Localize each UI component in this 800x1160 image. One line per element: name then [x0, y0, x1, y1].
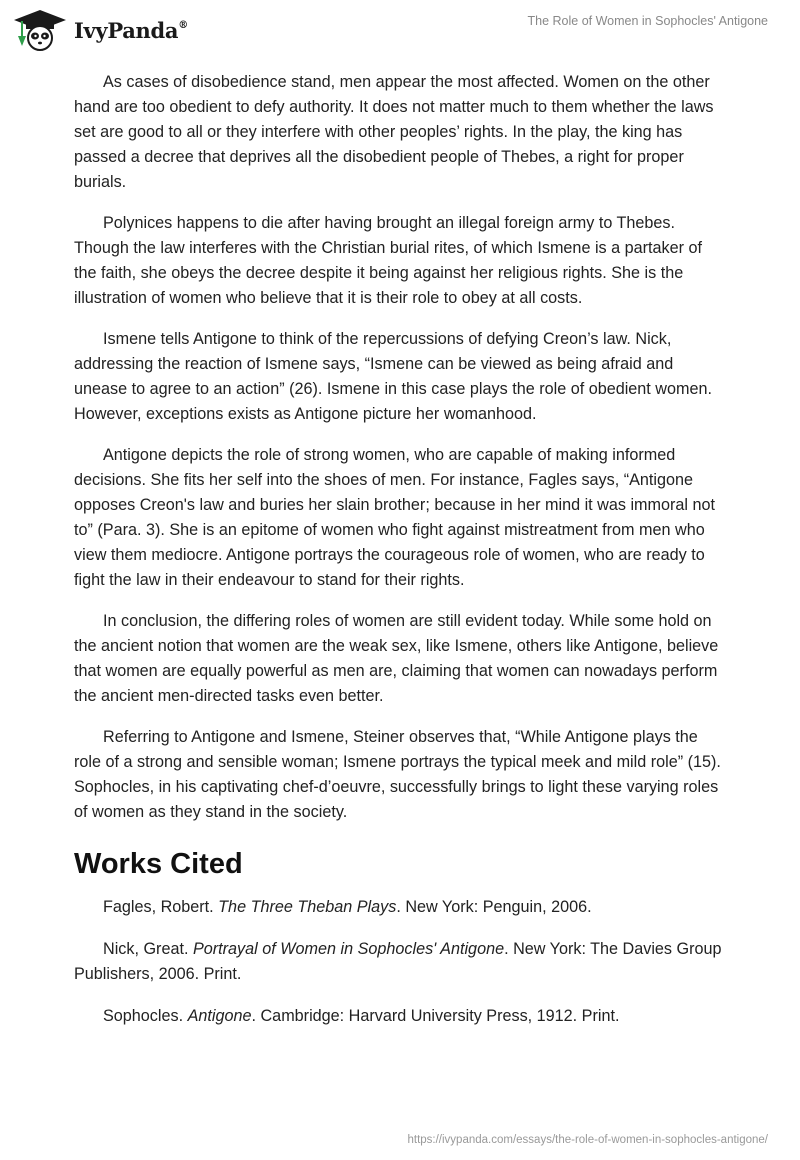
citation-entry: Fagles, Robert. The Three Theban Plays. New York: Penguin, 2006. [103, 898, 592, 916]
ivypanda-logo[interactable] [12, 8, 188, 52]
works-cited-heading: Works Cited [74, 848, 243, 880]
essay-body [74, 70, 728, 1046]
paragraph: In conclusion, the differing roles of women are still evident today. While some hold on the ancient notion that women are the weak sex, like Ismene, others like Antigone, believe that women are equally powerful as men are, claiming that women can nowadays perform the ancient men-directed tasks even better. [74, 612, 719, 705]
panda-graduate-icon [12, 8, 68, 52]
page-header [0, 0, 800, 70]
paragraph: Polynices happens to die after having brought an illegal foreign army to Thebes. Though the law interferes with the Christian burial rites, of which Ismene is a partaker of the faith, she obeys the decree despite it being against her religious rights. She is the illustration of women who believe that it is their role to obey at all costs. [74, 214, 703, 307]
brand-name: IvyPanda® [74, 17, 188, 43]
document-title: The Role of Women in Sophocles' Antigone [527, 14, 768, 28]
paragraph: Ismene tells Antigone to think of the repercussions of defying Creon’s law. Nick, addressing the reaction of Ismene says, “Ismene can be viewed as being afraid and unease to agree to an action” (26). Ismene in this case plays the role of obedient women. However, exceptions exists as Antigone picture her womanhood. [74, 330, 712, 423]
citation-entry: Sophocles. Antigone. Cambridge: Harvard University Press, 1912. Print. [103, 1007, 620, 1025]
citation-entry: Nick, Great. Portrayal of Women in Sophocles' Antigone. New York: The Davies Group Publishers, 2006. Print. [74, 940, 722, 983]
paragraph: Antigone depicts the role of strong women, who are capable of making informed decisions. She fits her self into the shoes of men. For instance, Fagles says, “Antigone opposes Creon's law and buries her slain brother; because in her mind it was immoral not to” (Para. 3). She is an epitome of women who fight against mistreatment from men who view them mediocre. Antigone portrays the courageous role of women, who are ready to fight the law in their endeavour to stand for their rights. [74, 446, 716, 589]
source-url-link[interactable]: https://ivypanda.com/essays/the-role-of-women-in-sophocles-antigone/ [407, 1134, 768, 1146]
paragraph: Referring to Antigone and Ismene, Steiner observes that, “While Antigone plays the role of a strong and sensible woman; Ismene portrays the typical meek and mild role” (15). Sophocles, in his captivating chef-d’oeuvre, successfully brings to light these varying roles of women as they stand in the society. [74, 728, 721, 821]
paragraph: As cases of disobedience stand, men appear the most affected. Women on the other hand are too obedient to defy authority. It does not matter much to them whether the laws set are good to all or they interfere with other peoples’ rights. In the play, the king has passed a decree that deprives all the disobedient people of Thebes, a right for proper burials. [74, 73, 714, 191]
